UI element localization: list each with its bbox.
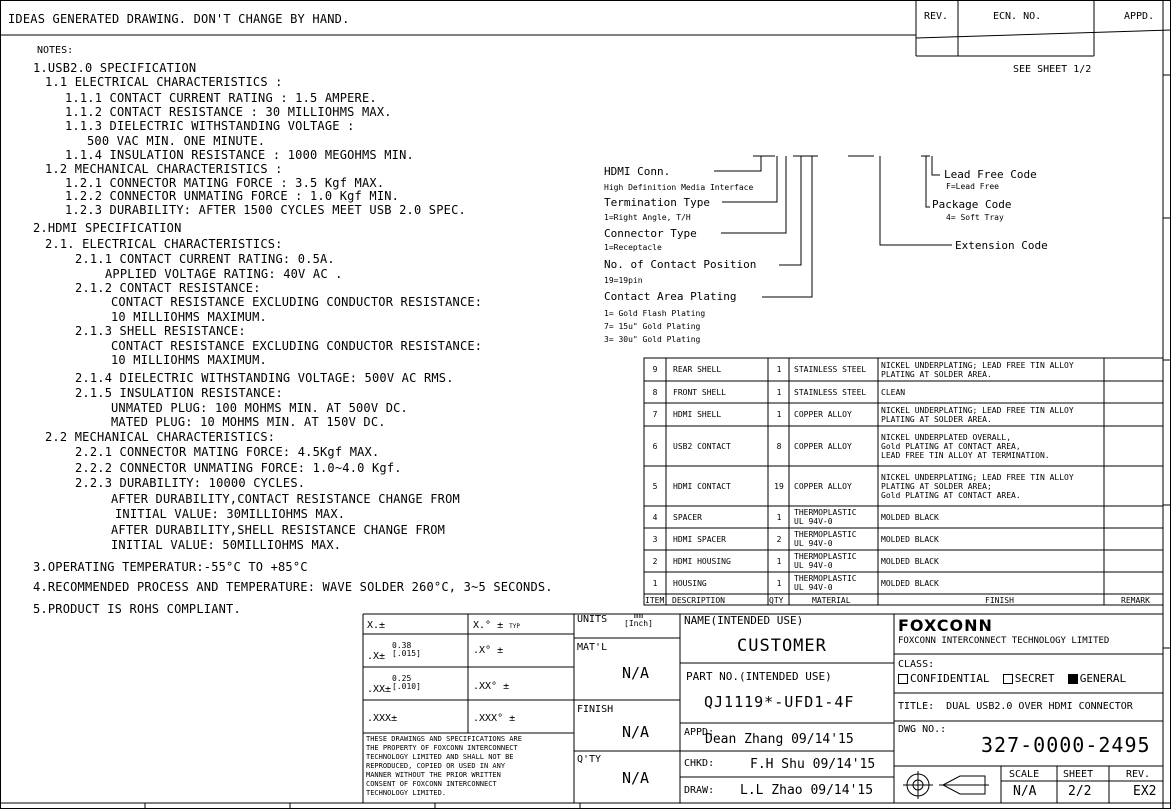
note-line: MATED PLUG: 10 MOHMS MIN. AT 150V DC. bbox=[111, 415, 386, 429]
secret-checkbox bbox=[1003, 674, 1013, 684]
finish-value: N/A bbox=[622, 723, 650, 741]
sheet-value: 2/2 bbox=[1068, 784, 1092, 799]
note-line: AFTER DURABILITY,CONTACT RESISTANCE CHANGE FROM bbox=[111, 492, 460, 506]
bom-material: COPPER ALLOY bbox=[794, 410, 852, 419]
code-package: Package Code bbox=[932, 198, 1012, 211]
note-line: 1.1 ELECTRICAL CHARACTERISTICS : bbox=[45, 75, 283, 89]
ecn-column-header: ECN. NO. bbox=[993, 11, 1042, 22]
bom-material: COPPER ALLOY bbox=[794, 441, 852, 451]
company-name: FOXCONN INTERCONNECT TECHNOLOGY LIMITED bbox=[898, 636, 1110, 646]
bom-item-number: 8 bbox=[652, 387, 658, 397]
disclaimer-line: MANNER WITHOUT THE PRIOR WRITTEN bbox=[366, 771, 501, 779]
approved-value: Dean Zhang 09/14'15 bbox=[705, 732, 854, 747]
code-lead-free-sub: F=Lead Free bbox=[946, 182, 999, 191]
bom-description: SPACER bbox=[673, 512, 702, 522]
bom-material: THERMOPLASTIC UL 94V-0 bbox=[794, 508, 857, 526]
code-plating-sub-2: 7= 15u" Gold Plating bbox=[604, 322, 701, 331]
appd-column-header: APPD. bbox=[1124, 11, 1155, 22]
confidential-checkbox bbox=[898, 674, 908, 684]
bom-quantity: 8 bbox=[776, 441, 782, 451]
note-line: 3.OPERATING TEMPERATUR:-55°C TO +85°C bbox=[33, 560, 308, 574]
bom-description: HOUSING bbox=[673, 578, 707, 588]
material-label: MAT'L bbox=[577, 642, 608, 653]
approved-label: APPD: bbox=[684, 727, 715, 738]
note-line: 2.2 MECHANICAL CHARACTERISTICS: bbox=[45, 430, 276, 444]
drawn-label: DRAW: bbox=[684, 785, 715, 796]
qty-label: Q'TY bbox=[577, 754, 602, 765]
bom-quantity: 19 bbox=[774, 481, 784, 491]
code-hdmi-conn-sub: High Definition Media Interface bbox=[604, 183, 754, 192]
scale-label: SCALE bbox=[1009, 769, 1040, 780]
note-line: 1.USB2.0 SPECIFICATION bbox=[33, 61, 197, 75]
bom-header-cell: MATERIAL bbox=[812, 596, 851, 605]
note-line: 2.2.2 CONNECTOR UNMATING FORCE: 1.0~4.0 Kgf. bbox=[75, 461, 402, 475]
bom-quantity: 1 bbox=[776, 387, 782, 397]
code-lead-free: Lead Free Code bbox=[944, 168, 1037, 181]
disclaimer-line: REPRODUCED, COPIED OR USED IN ANY bbox=[366, 762, 506, 770]
bom-header-cell: ITEM bbox=[645, 596, 665, 605]
bom-finish: NICKEL UNDERPLATED OVERALL, Gold PLATING AT CONTACT AREA, LEAD FREE TIN ALLOY AT TERMINATION. bbox=[881, 432, 1050, 460]
tol-x3-label: .XXX± bbox=[367, 713, 398, 724]
checked-label: CHKD: bbox=[684, 758, 715, 769]
general-checkbox bbox=[1068, 674, 1078, 684]
dwg-no-label: DWG NO.: bbox=[898, 724, 947, 735]
bom-finish: MOLDED BLACK bbox=[881, 534, 939, 544]
note-line: 1.1.4 INSULATION RESISTANCE : 1000 MEGOHMS MIN. bbox=[65, 148, 414, 162]
tol-x1-value: 0.38 [.015] bbox=[392, 641, 421, 658]
bom-item-number: 5 bbox=[652, 481, 658, 491]
bom-item-number: 4 bbox=[652, 512, 658, 522]
part-no-value: QJ1119*-UFD1-4F bbox=[704, 693, 855, 711]
see-sheet-note: SEE SHEET 1/2 bbox=[1013, 64, 1092, 75]
note-line: 2.1.3 SHELL RESISTANCE: bbox=[75, 324, 246, 338]
part-no-label: PART NO.(INTENDED USE) bbox=[686, 670, 832, 683]
classification-options: CONFIDENTIAL SECRET GENERAL bbox=[898, 672, 1126, 685]
note-line: 4.RECOMMENDED PROCESS AND TEMPERATURE: WAVE SOLDER 260°C, 3~5 SECONDS. bbox=[33, 580, 553, 594]
code-connector: Connector Type bbox=[604, 227, 697, 240]
tol-x2-label: .XX± bbox=[367, 684, 392, 695]
bom-quantity: 2 bbox=[776, 534, 782, 544]
bom-finish: MOLDED BLACK bbox=[881, 556, 939, 566]
bom-material: THERMOPLASTIC UL 94V-0 bbox=[794, 552, 857, 570]
bom-material: STAINLESS STEEL bbox=[794, 387, 867, 397]
bom-description: FRONT SHELL bbox=[673, 387, 726, 397]
bom-finish: NICKEL UNDERPLATING; LEAD FREE TIN ALLOY PLATING AT SOLDER AREA. bbox=[881, 405, 1074, 424]
code-termination: Termination Type bbox=[604, 196, 710, 209]
projection-symbol-icon bbox=[903, 771, 989, 799]
bom-finish: NICKEL UNDERPLATING; LEAD FREE TIN ALLOY PLATING AT SOLDER AREA. bbox=[881, 360, 1074, 379]
name-value: CUSTOMER bbox=[737, 636, 827, 656]
code-extension: Extension Code bbox=[955, 239, 1048, 252]
rev-value: EX2 bbox=[1133, 784, 1157, 799]
tol-x-angle-label: X.° ± TYP bbox=[473, 620, 520, 631]
disclaimer-line: TECHNOLOGY LIMITED. bbox=[366, 789, 447, 797]
note-line: 1.2 MECHANICAL CHARACTERISTICS : bbox=[45, 162, 283, 176]
note-line: 1.2.1 CONNECTOR MATING FORCE : 3.5 Kgf MAX. bbox=[65, 176, 385, 190]
bom-description: HDMI SHELL bbox=[673, 410, 722, 419]
bom-header-cell: REMARK bbox=[1121, 596, 1150, 605]
note-line: 1.1.2 CONTACT RESISTANCE : 30 MILLIOHMS MAX. bbox=[65, 105, 392, 119]
bom-description: USB2 CONTACT bbox=[673, 441, 731, 451]
note-line: UNMATED PLUG: 100 MOHMS MIN. AT 500V DC. bbox=[111, 401, 408, 415]
tol-x3-angle-label: .XXX° ± bbox=[473, 713, 516, 724]
dwg-no-value: 327-0000-2495 bbox=[981, 733, 1151, 757]
tol-x1-label: .X± bbox=[367, 651, 386, 662]
code-hdmi-conn: HDMI Conn. bbox=[604, 165, 671, 178]
material-value: N/A bbox=[622, 664, 650, 682]
bom-material: THERMOPLASTIC UL 94V-0 bbox=[794, 574, 857, 592]
bom-material: COPPER ALLOY bbox=[794, 481, 852, 491]
bom-item-number: 3 bbox=[652, 534, 658, 544]
note-line: 1.2.3 DURABILITY: AFTER 1500 CYCLES MEET USB 2.0 SPEC. bbox=[65, 203, 466, 217]
note-line: INITIAL VALUE: 50MILLIOHMS MAX. bbox=[111, 538, 342, 552]
bom-header-cell: FINISH bbox=[985, 596, 1014, 605]
note-line: 2.1.2 CONTACT RESISTANCE: bbox=[75, 281, 261, 295]
bom-description: HDMI CONTACT bbox=[673, 481, 731, 491]
note-line: 2.1.1 CONTACT CURRENT RATING: 0.5A. bbox=[75, 252, 335, 266]
note-line: 10 MILLIOHMS MAXIMUM. bbox=[111, 353, 267, 367]
code-plating: Contact Area Plating bbox=[604, 290, 737, 303]
bom-item-number: 1 bbox=[652, 578, 658, 588]
finish-label: FINISH bbox=[577, 704, 614, 715]
sheet-label: SHEET bbox=[1063, 769, 1094, 780]
code-plating-sub-3: 3= 30u" Gold Plating bbox=[604, 335, 701, 344]
note-line: 5.PRODUCT IS ROHS COMPLIANT. bbox=[33, 602, 241, 616]
bom-description: HDMI HOUSING bbox=[673, 556, 731, 566]
bom-material: THERMOPLASTIC UL 94V-0 bbox=[794, 530, 857, 548]
units-value: mm [Inch] bbox=[624, 611, 653, 628]
note-line: 500 VAC MIN. ONE MINUTE. bbox=[87, 134, 266, 148]
bom-finish: CLEAN bbox=[881, 387, 906, 397]
note-line: INITIAL VALUE: 30MILLIOHMS MAX. bbox=[115, 507, 346, 521]
code-positions: No. of Contact Position bbox=[604, 258, 757, 271]
note-line: 2.1. ELECTRICAL CHARACTERISTICS: bbox=[45, 237, 283, 251]
disclaimer-line: THE PROPERTY OF FOXCONN INTERCONNECT bbox=[366, 744, 518, 752]
generated-drawing-note: IDEAS GENERATED DRAWING. DON'T CHANGE BY HAND. bbox=[8, 12, 350, 26]
class-label: CLASS: bbox=[898, 659, 935, 670]
disclaimer-line: TECHNOLOGY LIMITED AND SHALL NOT BE bbox=[366, 753, 514, 761]
bom-item-number: 9 bbox=[652, 365, 658, 374]
code-connector-sub: 1=Receptacle bbox=[604, 243, 662, 252]
note-line: 2.2.3 DURABILITY: 10000 CYCLES. bbox=[75, 476, 306, 490]
bom-header-cell: QTY bbox=[769, 596, 784, 605]
qty-value: N/A bbox=[622, 769, 650, 787]
rev-label: REV. bbox=[1126, 769, 1151, 780]
bom-item-number: 6 bbox=[652, 441, 658, 451]
bom-description: REAR SHELL bbox=[673, 365, 722, 374]
bom-quantity: 1 bbox=[776, 410, 782, 419]
note-line: 1.2.2 CONNECTOR UNMATING FORCE : 1.0 Kgf MIN. bbox=[65, 189, 400, 203]
note-line: 1.1.3 DIELECTRIC WITHSTANDING VOLTAGE : bbox=[65, 119, 355, 133]
bom-header-cell: DESCRIPTION bbox=[672, 596, 725, 605]
code-termination-sub: 1=Right Angle, T/H bbox=[604, 213, 691, 222]
note-line: CONTACT RESISTANCE EXCLUDING CONDUCTOR RESISTANCE: bbox=[111, 339, 483, 353]
notes-title: NOTES: bbox=[37, 45, 74, 56]
bom-quantity: 1 bbox=[776, 556, 782, 566]
note-line: 10 MILLIOHMS MAXIMUM. bbox=[111, 310, 267, 324]
disclaimer-line: THESE DRAWINGS AND SPECIFICATIONS ARE bbox=[366, 735, 522, 743]
foxconn-logo: FOXCONN bbox=[898, 616, 993, 635]
bom-quantity: 1 bbox=[776, 365, 782, 374]
disclaimer-line: CONSENT OF FOXCONN INTERCONNECT bbox=[366, 780, 497, 788]
code-plating-sub-1: 1= Gold Flash Plating bbox=[604, 309, 706, 318]
drawing-title: DUAL USB2.0 OVER HDMI CONNECTOR bbox=[946, 701, 1133, 712]
note-line: 2.2.1 CONNECTOR MATING FORCE: 4.5Kgf MAX. bbox=[75, 445, 380, 459]
name-label: NAME(INTENDED USE) bbox=[684, 614, 804, 627]
code-positions-sub: 19=19pin bbox=[604, 276, 643, 285]
rev-column-header: REV. bbox=[924, 11, 949, 22]
tol-x-label: X.± bbox=[367, 620, 386, 631]
bom-material: STAINLESS STEEL bbox=[794, 365, 867, 374]
tol-x1-angle-label: .X° ± bbox=[473, 645, 504, 656]
bom-finish: MOLDED BLACK bbox=[881, 512, 939, 522]
code-package-sub: 4= Soft Tray bbox=[946, 213, 1004, 222]
checked-value: F.H Shu 09/14'15 bbox=[750, 757, 876, 772]
note-line: APPLIED VOLTAGE RATING: 40V AC . bbox=[105, 267, 343, 281]
note-line: 1.1.1 CONTACT CURRENT RATING : 1.5 AMPERE. bbox=[65, 91, 377, 105]
note-line: 2.HDMI SPECIFICATION bbox=[33, 221, 182, 235]
bom-quantity: 1 bbox=[776, 512, 782, 522]
tol-x2-value: 0.25 [.010] bbox=[392, 674, 421, 691]
tol-x2-angle-label: .XX° ± bbox=[473, 681, 510, 692]
bom-quantity: 1 bbox=[776, 578, 782, 588]
note-line: 2.1.5 INSULATION RESISTANCE: bbox=[75, 386, 283, 400]
units-label: UNITS bbox=[577, 614, 608, 625]
ownership-disclaimer bbox=[366, 735, 522, 798]
note-line: AFTER DURABILITY,SHELL RESISTANCE CHANGE FROM bbox=[111, 523, 446, 537]
drawn-value: L.L Zhao 09/14'15 bbox=[740, 783, 874, 798]
note-line: 2.1.4 DIELECTRIC WITHSTANDING VOLTAGE: 500V AC RMS. bbox=[75, 371, 454, 385]
bom-item-number: 7 bbox=[652, 410, 658, 419]
bom-item-number: 2 bbox=[652, 556, 658, 566]
bom-finish: MOLDED BLACK bbox=[881, 578, 939, 588]
title-row: TITLE: DUAL USB2.0 OVER HDMI CONNECTOR bbox=[898, 701, 1133, 712]
bom-description: HDMI SPACER bbox=[673, 534, 726, 544]
scale-value: N/A bbox=[1013, 784, 1037, 799]
bom-finish: NICKEL UNDERPLATING; LEAD FREE TIN ALLOY PLATING AT SOLDER AREA; Gold PLATING AT CONTACT AREA. bbox=[881, 472, 1074, 500]
note-line: CONTACT RESISTANCE EXCLUDING CONDUCTOR RESISTANCE: bbox=[111, 295, 483, 309]
